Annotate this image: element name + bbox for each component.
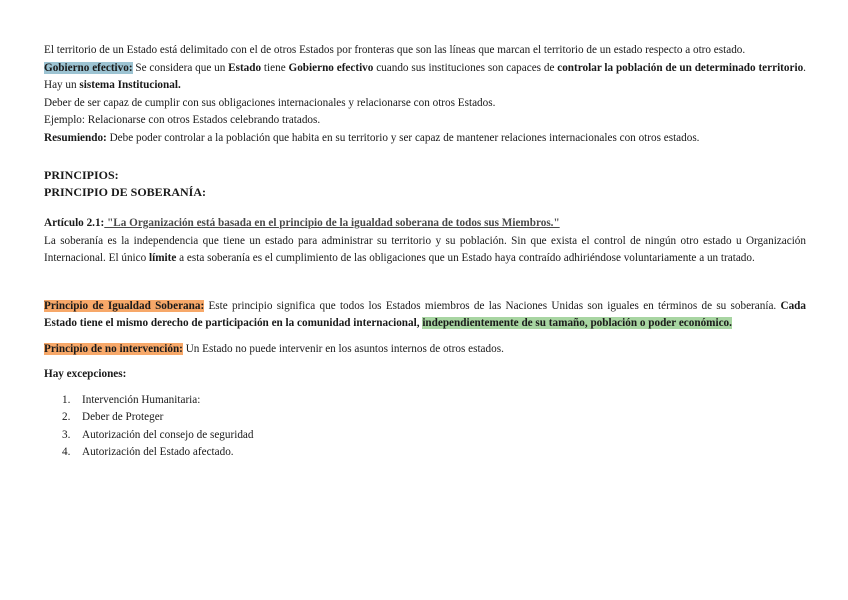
- no-intervencion-paragraph: Principio de no intervención: Un Estado no puede intervenir en los asuntos internos de otros estados.: [44, 342, 504, 355]
- articulo-label: Artículo 2.1:: [44, 217, 105, 229]
- igualdad-paragraph: Principio de Igualdad Soberana: Este principio significa que todos los Estados miembros de las Naciones Unidas son iguales en términos de su soberanía. Cada Estado tiene el mismo derecho de participación en la comunidad internacional, independientemente de su tamaño, población o poder económico.: [44, 299, 806, 329]
- deber-paragraph: Deber de ser capaz de cumplir con sus obligaciones internacionales y relacionarse con otros Estados.: [44, 96, 496, 109]
- territorio-paragraph: El territorio de un Estado está delimitado con el de otros Estados por fronteras que son las líneas que marcan el territorio de un estado respecto a otro estado.: [44, 44, 746, 56]
- list-item: 4. Autorización del Estado afectado.: [62, 446, 234, 458]
- resumiendo-label: Resumiendo:: [44, 131, 107, 144]
- articulo-paragraph: [44, 215, 806, 233]
- no-intervencion-label: Principio de no intervención:: [44, 342, 183, 355]
- principios-heading: PRINCIPIOS:: [44, 168, 119, 182]
- articulo-quote: "La Organización está basada en el principio de la igualdad soberana de todos sus Miembros.": [104, 217, 560, 229]
- list-item: 1. Intervención Humanitaria:: [62, 393, 201, 406]
- gobierno-paragraph: Gobierno efectivo: Se considera que un Estado tiene Gobierno efectivo cuando sus instituciones son capaces de controlar la población de un determinado territorio. Hay un sistema Institucional.: [44, 61, 806, 91]
- list-item: 3. Autorización del consejo de seguridad: [62, 428, 254, 441]
- list-item: 2. Deber de Proteger: [62, 411, 164, 423]
- soberania-paragraph: La soberanía es la independencia que tiene un estado para administrar su territorio y su población. Sin que exista el control de ningún otro estado u Organización Internacional. El único límite a esta soberanía es el cumplimiento de las obligaciones que un Estado haya contraído adhiriéndose voluntariamente a un tratado.: [44, 234, 806, 264]
- excepciones-heading: Hay excepciones:: [44, 368, 127, 380]
- igualdad-highlight: independientemente de su tamaño, población o poder económico.: [422, 317, 732, 329]
- gobierno-label: Gobierno efectivo:: [44, 61, 133, 74]
- resumiendo-paragraph: Resumiendo: Debe poder controlar a la población que habita en su territorio y ser capaz de mantener relaciones internacionales con otros estados.: [44, 131, 700, 144]
- document-content: [44, 42, 806, 462]
- ejemplo-paragraph: Ejemplo: Relacionarse con otros Estados celebrando tratados.: [44, 114, 321, 126]
- excepciones-list: [44, 392, 806, 462]
- soberania-heading: PRINCIPIO DE SOBERANÍA:: [44, 185, 207, 199]
- igualdad-label: Principio de Igualdad Soberana:: [44, 299, 205, 312]
